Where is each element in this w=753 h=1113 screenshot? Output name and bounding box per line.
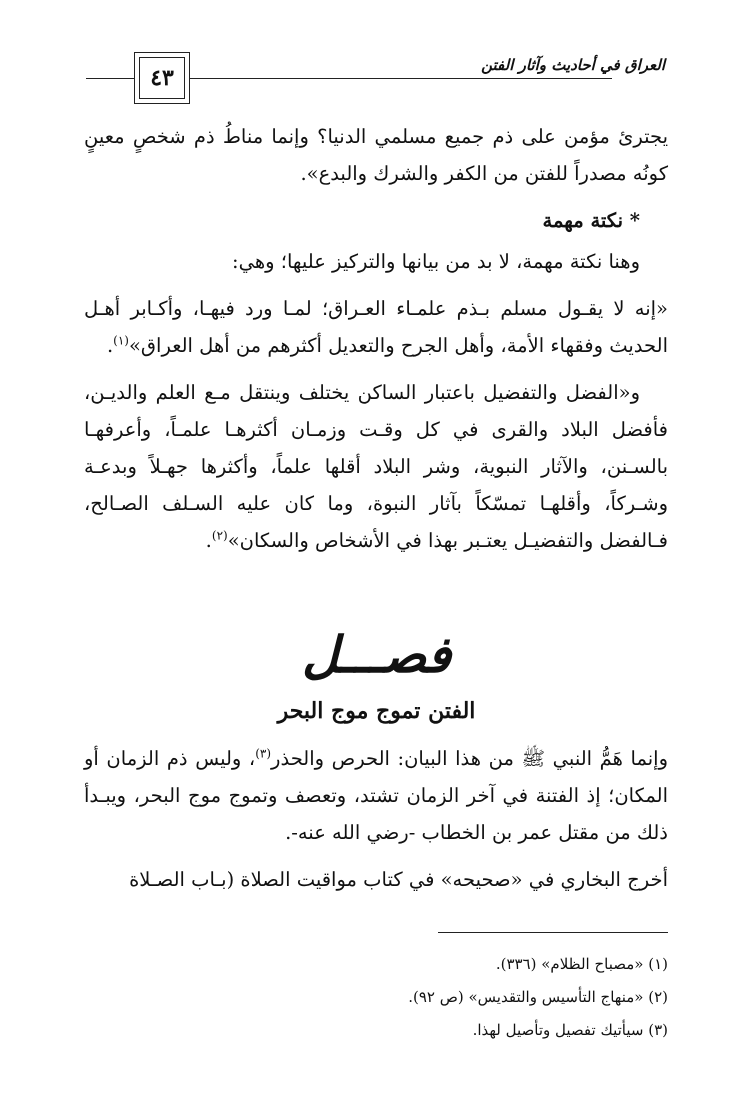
paragraph-4: [84, 374, 668, 559]
footnote-rule: [438, 932, 668, 933]
paragraph-5-a: وإنما هَمُّ النبي ﷺ من هذا البيان: الحرص والحذر: [271, 747, 668, 770]
main-text: [84, 118, 668, 569]
footnote-3: (٣) سيأتيك تفصيل وتأصيل لهذا.: [472, 1021, 668, 1039]
page-number-box: [134, 52, 190, 104]
footnote-1: (١) «مصباح الظلام» (٣٣٦).: [495, 955, 668, 973]
main-text-2: [84, 740, 668, 908]
paragraph-3: [84, 290, 668, 364]
footnotes: [300, 948, 668, 1047]
header-rule-left: [86, 78, 134, 79]
paragraph-4-end: .: [205, 529, 212, 552]
header-rule-right: [190, 78, 612, 79]
footnote-2: (٢) «منهاج التأسيس والتقديس» (ص ٩٢).: [408, 988, 668, 1006]
footnote-ref-2: (٢): [211, 528, 228, 543]
paragraph-5: [84, 740, 668, 851]
section-ornament: فصـــل: [301, 625, 452, 684]
paragraph-5-b: ، وليس ذم الزمان أو المكان؛ إذ الفتنة في آخر الزمان تشتد، وتعصف وتموج موج البحر، ويبـدأ ذلك من مقتل عمر بن الخطاب -رضي الله عنه-.: [84, 747, 668, 844]
section-title: الفتن تموج موج البحر: [277, 698, 476, 724]
paragraph-4-text: و«الفضل والتفضيل باعتبار الساكن يختلف وينتقل مـع العلم والديـن، فأفضل البلاد والقرى في كل وقـت وزمـان أكثرهـا علمـاً، وأعرفهـا بالسـنن، والآثار النبوية، وشر البلاد أقلها علماً، وأكثرها جهـلاً وبدعـة وشـركاً، وأقلهـا تمسّكاً بآثار النبوة، وما كان عليه السـلف الصـالح، فـالفضل والتفضيـل يعتـبر بهذا في الأشخاص والسكان»: [84, 381, 668, 552]
page-number: ٤٣: [139, 57, 185, 99]
paragraph-2: وهنا نكتة مهمة، لا بد من بيانها والتركيز عليها؛ وهي:: [232, 250, 640, 273]
running-title: العراق في أحاديث وآثار الفتن: [481, 56, 665, 74]
paragraph-6: أخرج البخاري في «صحيحه» في كتاب مواقيت الصلاة (بـاب الصـلاة: [129, 868, 668, 891]
section-heading: [0, 620, 753, 728]
footnote-ref-3: (٣): [255, 746, 272, 761]
footnote-ref-1: (١): [113, 333, 129, 348]
paragraph-3-text: «إنه لا يقـول مسلم بـذم علمـاء العـراق؛ لمـا ورد فيهـا، وأكـابر أهـل الحديث وفقهاء الأمة، وأهل الجرح والتعديل أكثرهم من أهل العراق»: [84, 297, 668, 357]
paragraph-1: يجترئ مؤمن على ذم جميع مسلمي الدنيا؟ وإنما مناطُ ذم شخصٍ معينٍ كونُه مصدراً للفتن من الكفر والشرك والبدع».: [84, 125, 668, 185]
note-heading: * نكتة مهمة: [542, 209, 640, 232]
paragraph-3-end: .: [106, 334, 114, 357]
